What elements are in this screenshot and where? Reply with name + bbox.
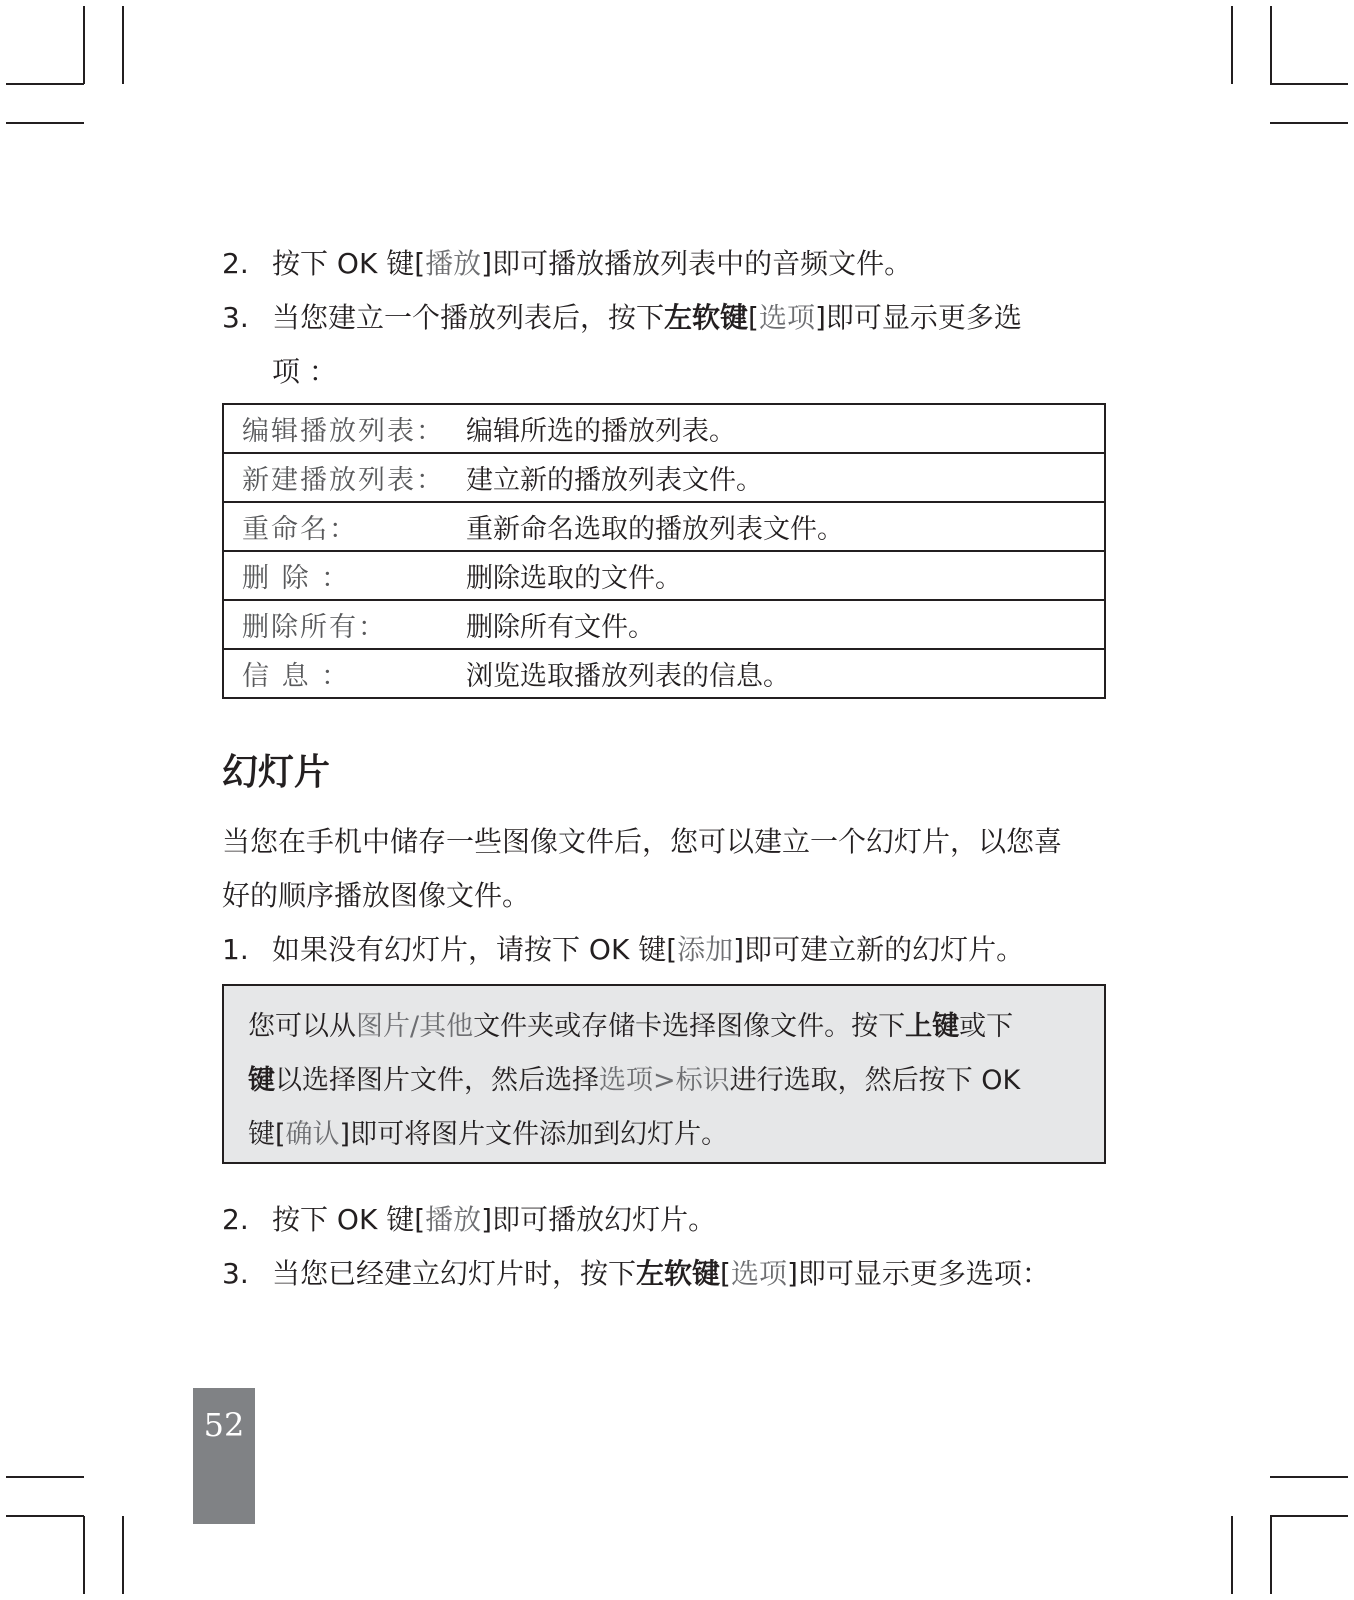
text-run: 按下 OK 键[: [272, 247, 426, 280]
crop-mark: [6, 122, 84, 124]
text-run: 以选择图片文件，然后选择: [275, 1065, 599, 1096]
slide-step-3-text: [272, 1254, 1050, 1294]
option-label: 删 除 ：: [223, 551, 466, 600]
step-3-text: [272, 298, 1022, 338]
intro-line: 好的顺序播放图像文件。: [222, 879, 531, 912]
crop-mark: [1270, 6, 1272, 84]
table-row: [223, 404, 1105, 453]
crop-mark: [122, 1516, 124, 1594]
ui-term: 播放: [425, 1203, 482, 1236]
ui-term: 播放: [425, 247, 482, 280]
text-run: ]即可显示更多选: [814, 301, 1022, 334]
slide-step-2-text: [272, 1200, 716, 1240]
text-run: 或下: [959, 1011, 1014, 1042]
slide-step-1-number: 1.: [222, 933, 249, 966]
ui-term: 选项: [758, 301, 815, 334]
option-description: 重新命名选取的播放列表文件。: [466, 502, 1105, 551]
text-run: [: [720, 1257, 731, 1290]
option-label: 删除所有：: [223, 600, 466, 649]
text-run: [: [748, 301, 759, 334]
step-3-text-cont: [272, 352, 337, 392]
crop-mark: [122, 6, 124, 84]
table-row: [223, 600, 1105, 649]
text-run: ]即可播放幻灯片。: [481, 1203, 717, 1236]
note-line: [248, 1054, 1084, 1108]
text-run: 如果没有幻灯片，请按下 OK 键[: [272, 933, 678, 966]
text-run: 按下 OK 键[: [272, 1203, 426, 1236]
text-run: 您可以从: [248, 1011, 356, 1042]
ui-term: 添加: [677, 933, 734, 966]
step-2-number: 2.: [222, 247, 249, 280]
ui-term: 选项: [730, 1257, 787, 1290]
text-run: 项 ：: [272, 355, 337, 388]
text-run: ]即可建立新的幻灯片。: [733, 933, 1025, 966]
crop-mark: [1231, 1516, 1233, 1594]
crop-mark: [6, 83, 84, 85]
text-run: 当您建立一个播放列表后，按下: [272, 301, 665, 334]
page-number-tab: [193, 1388, 255, 1524]
option-label: 重命名：: [223, 502, 466, 551]
text-run: ]即可播放播放列表中的音频文件。: [481, 247, 913, 280]
option-description: 删除所有文件。: [466, 600, 1105, 649]
intro-line: 当您在手机中储存一些图像文件后，您可以建立一个幻灯片，以您喜: [222, 825, 1063, 858]
slide-step-3-number: 3.: [222, 1257, 249, 1290]
page-number: 52: [203, 1406, 245, 1444]
table-row: [223, 502, 1105, 551]
crop-mark: [83, 1516, 85, 1594]
crop-mark: [1270, 1515, 1348, 1517]
text-run: 键[: [248, 1119, 286, 1150]
crop-mark: [6, 1476, 84, 1478]
option-description: 浏览选取播放列表的信息。: [466, 649, 1105, 698]
key-name: 键: [248, 1065, 275, 1096]
slide-step-1-text: [272, 930, 1024, 970]
text-run: 进行选取，然后按下 OK: [729, 1065, 1021, 1096]
crop-mark: [83, 6, 85, 84]
option-label: 信 息 ：: [223, 649, 466, 698]
section-heading: 幻灯片: [222, 752, 331, 793]
step-3-number: 3.: [222, 301, 249, 334]
note-line: [248, 1108, 1084, 1162]
crop-mark: [6, 1515, 84, 1517]
option-description: 删除选取的文件。: [466, 551, 1105, 600]
text-run: ]即可将图片文件添加到幻灯片。: [339, 1119, 729, 1150]
option-description: 编辑所选的播放列表。: [466, 416, 736, 447]
crop-mark: [1231, 6, 1233, 84]
ui-term: 图片/其他: [356, 1011, 474, 1042]
slide-step-2-number: 2.: [222, 1203, 249, 1236]
playlist-options-table: [222, 403, 1106, 699]
crop-mark: [1270, 1516, 1272, 1594]
crop-mark: [1270, 83, 1348, 85]
option-description: 建立新的播放列表文件。: [466, 453, 1105, 502]
note-line: [248, 1000, 1084, 1054]
crop-mark: [1270, 1476, 1348, 1478]
text-run: ]即可显示更多选项：: [786, 1257, 1050, 1290]
option-label: 编辑播放列表：: [242, 416, 445, 447]
table-row: [223, 453, 1105, 502]
ui-term: 确认: [285, 1119, 340, 1150]
key-name: 左软键: [636, 1257, 721, 1290]
step-2-text: [272, 244, 912, 284]
option-label: 新建播放列表：: [223, 453, 466, 502]
table-row: [223, 551, 1105, 600]
text-run: 文件夹或存储卡选择图像文件。按下: [473, 1011, 906, 1042]
crop-mark: [1270, 122, 1348, 124]
ui-term: 选项>标识: [599, 1065, 730, 1096]
key-name: 左软键: [664, 301, 749, 334]
text-run: 当您已经建立幻灯片时，按下: [272, 1257, 637, 1290]
key-name: 上键: [905, 1011, 960, 1042]
note-box: [222, 984, 1106, 1164]
table-row: [223, 649, 1105, 698]
